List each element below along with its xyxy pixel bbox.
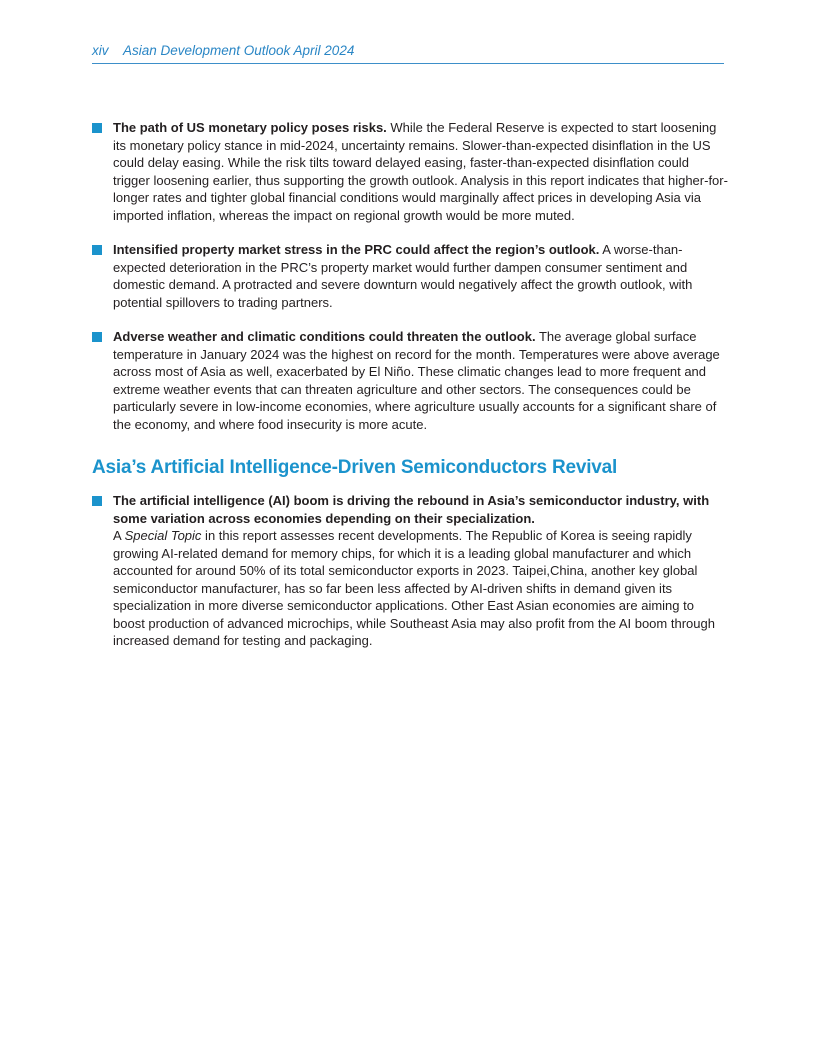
bullet-square-icon	[92, 496, 102, 506]
bullet-text: A worse-than-expected deterioration in the PRC’s property market would further dampen consumer sentiment and domestic demand. A protracted and severe downturn would negatively affect the growth outlook, with potential spillovers to trading partners.	[113, 242, 693, 310]
risk-bullet-us-monetary-policy	[92, 119, 728, 224]
running-header	[92, 42, 724, 64]
bullet-heading: The artificial intelligence (AI) boom is driving the rebound in Asia’s semiconductor industry, with some variation across economies depending on their specialization.	[113, 493, 710, 526]
bullet-text: The average global surface temperature in January 2024 was the highest on record for the month. Temperatures were above average across most of Asia as well, exacerbated by El Niño. These climatic changes lead to more frequent and extreme weather events that can threaten agriculture and other sectors. The consequences could be particularly severe in low-income economies, where agriculture usually accounts for a significant share of the economy, and where food insecurity is more acute.	[113, 329, 720, 432]
bullet-square-icon	[92, 245, 102, 255]
bullet-heading: Adverse weather and climatic conditions could threaten the outlook.	[113, 329, 536, 344]
bullet-square-icon	[92, 332, 102, 342]
section-heading: Asia’s Artificial Intelligence-Driven Semiconductors Revival	[92, 457, 618, 478]
risk-bullet-weather-climate	[92, 328, 728, 433]
ai-semiconductor-bullet	[92, 492, 728, 650]
special-topic-reference: Special Topic	[124, 528, 202, 543]
page-body	[92, 119, 728, 667]
publication-title: Asian Development Outlook April 2024	[122, 43, 355, 58]
bullet-heading: Intensified property market stress in the PRC could affect the region’s outlook.	[113, 242, 600, 257]
bullet-heading: The path of US monetary policy poses risks.	[113, 120, 387, 135]
page-number: xiv	[92, 43, 109, 58]
bullet-text: in this report assesses recent developments. The Republic of Korea is seeing rapidly growing AI-related demand for memory chips, for which it is a leading global manufacturer and which accounted for around 50% of its total semiconductor exports in 2023. Taipei,China, another key global semiconductor manufacturer, has so far been less affected by AI-driven shifts in demand given its specialization in more diverse semiconductor applications. Other East Asian economies are aiming to boost production of advanced microchips, while Southeast Asia may also profit from the AI boom through increased demand for testing and packaging.	[113, 528, 715, 648]
bullet-square-icon	[92, 123, 102, 133]
risk-bullet-prc-property	[92, 241, 728, 311]
bullet-text: While the Federal Reserve is expected to start loosening its monetary policy stance in mid-2024, uncertainty remains. Slower-than-expected disinflation in the US could delay easing. While the risk tilts toward delayed easing, faster-than-expected disinflation could trigger loosening earlier, thus supporting the growth outlook. Analysis in this report indicates that higher-for-longer rates and tighter global financial conditions would marginally affect prices in developing Asia via imported inflation, whereas the impact on regional growth would be more muted.	[113, 120, 728, 223]
bullet-text-lead: A	[113, 528, 125, 543]
